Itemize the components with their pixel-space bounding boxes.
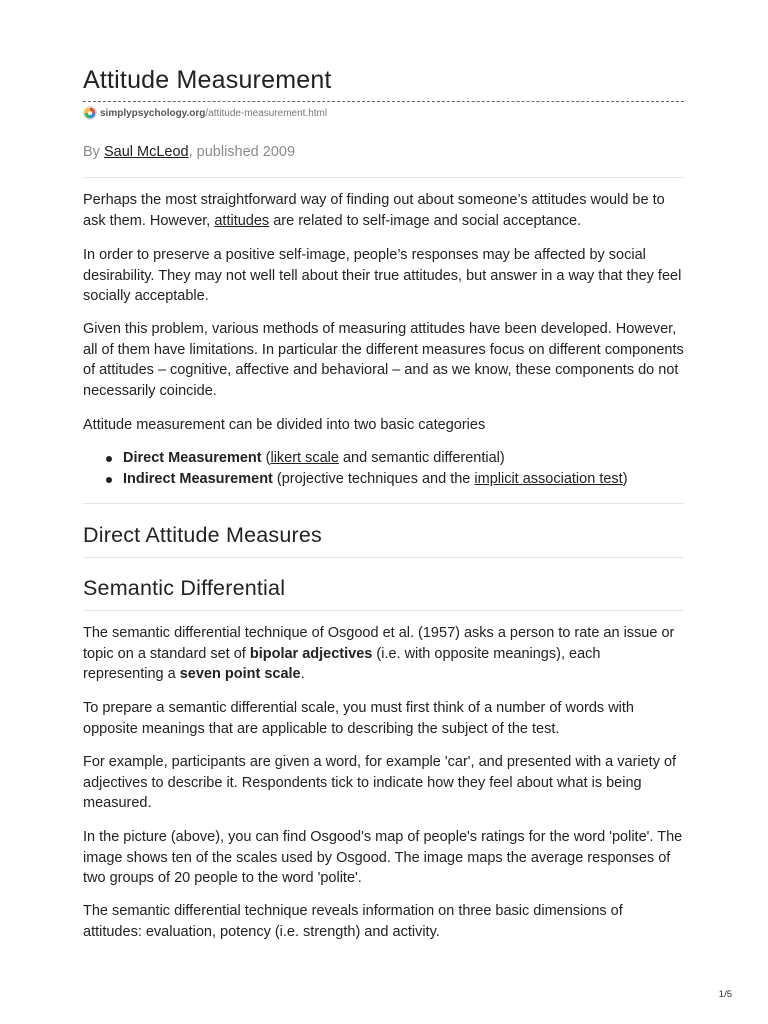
title-divider [83,101,684,102]
section-divider-1 [83,503,684,504]
section-heading-direct-attitude-measures: Direct Attitude Measures [83,523,323,547]
semantic-p1-text-a: The semantic differential technique of Osgood et al. (1957) asks a person to rate an issue or topic on a standard set of [83,625,675,662]
page-title: Attitude Measurement [83,66,332,94]
direct-rest-text: and semantic differential) [338,450,505,466]
source-url[interactable] [83,106,327,120]
source-domain: simplypsychology.org [100,107,206,119]
implicit-association-test-link[interactable]: implicit association test [474,471,623,487]
bipolar-adjectives-text: bipolar adjectives [249,645,373,662]
semantic-p1-text-b: (i.e. with opposite meanings), each representing a [83,645,601,682]
section-divider-3 [83,610,684,611]
intro-paragraph-1 [83,190,684,231]
semantic-p1-text-c: . [300,666,305,682]
likert-scale-link[interactable]: likert scale [270,450,339,466]
intro-p1-text-a: Perhaps the most straightforward way of finding out about someone’s attitudes would be to ask them. However, [83,192,665,229]
source-path: /attitude-measurement.html [205,107,328,119]
section-heading-semantic-differential: Semantic Differential [83,576,286,600]
semantic-paragraph-4: In the picture (above), you can find Osgood's map of people's ratings for the word 'polite'. The image shows ten of the scales used by Osgood. The image maps the average responses of two groups of 20 people to the word 'polite'. [83,829,683,886]
author-link[interactable]: Saul McLeod [103,144,189,160]
section-divider-2 [83,557,684,558]
intro-paragraph-4: Attitude measurement can be divided into two basic categories [83,417,486,433]
intro-paragraph-3: Given this problem, various methods of measuring attitudes have been developed. However, all of them have limitations. In particular the different measures focus on different components of attitudes – cognitive, affective and behavioral – and as we know, these components do not necessarily coincide. [83,321,684,399]
attitudes-link[interactable]: attitudes [214,212,270,229]
semantic-paragraph-1 [83,623,684,685]
site-logo-icon [83,106,97,120]
seven-point-scale-text: seven point scale [179,666,301,682]
list-item-indirect [83,469,684,490]
direct-open-text: ( [261,450,271,466]
measurement-categories-list [83,448,684,490]
byline [83,144,295,160]
semantic-paragraph-3: For example, participants are given a word, for example 'car', and presented with a variety of adjectives to describe it. Respondents tick to indicate how they feel about what is being measured. [83,754,677,811]
page-number: 1/5 [718,989,732,1000]
list-item-direct [83,448,684,469]
direct-label: Direct Measurement [123,450,262,466]
intro-paragraph-2: In order to preserve a positive self-image, people’s responses may be affected by social desirability. They may not well tell about their true attitudes, but answer in a way that they feel socially acceptable. [83,247,682,304]
byline-prefix: By [83,144,104,160]
intro-p1-text-b: are related to self-image and social acceptance. [269,212,582,229]
byline-suffix: , published 2009 [188,144,296,160]
indirect-close-text: ) [622,471,628,487]
byline-divider [83,177,684,178]
indirect-open-text: (projective techniques and the [272,471,475,487]
semantic-paragraph-5: The semantic differential technique reveals information on three basic dimensions of attitudes: evaluation, potency (i.e. strength) and activity. [83,903,623,940]
indirect-label: Indirect Measurement [123,471,273,487]
semantic-paragraph-2: To prepare a semantic differential scale, you must first think of a number of words with opposite meanings that are applicable to describing the subject of the test. [83,700,634,737]
